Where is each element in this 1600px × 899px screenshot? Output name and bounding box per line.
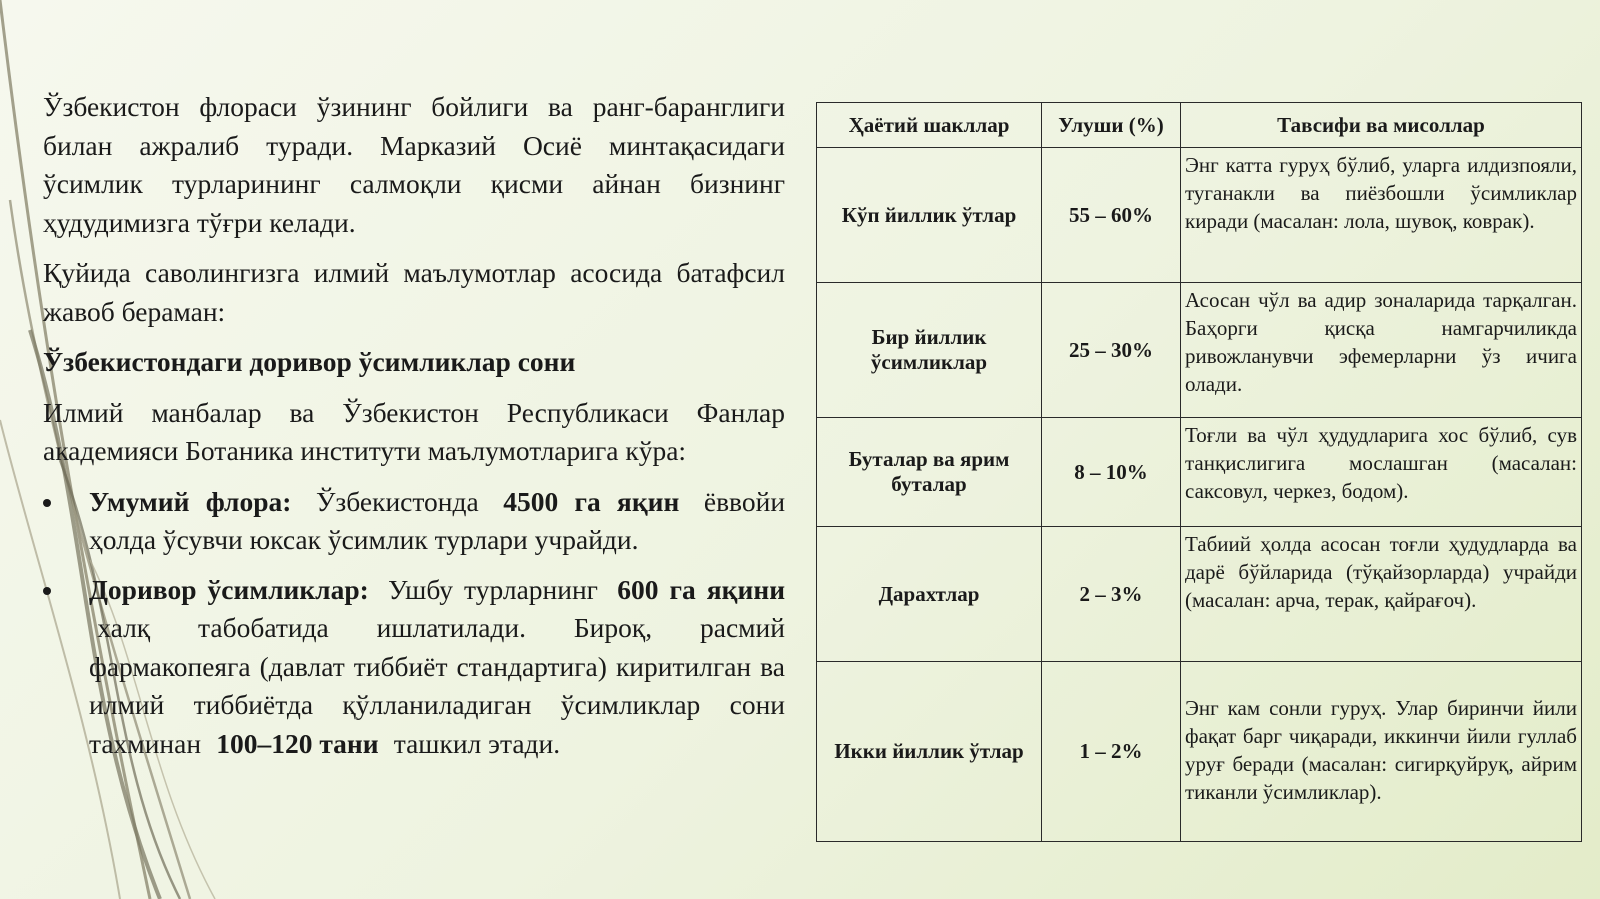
life-forms-table xyxy=(816,102,1582,842)
description-cell: Асосан чўл ва адир зоналарида тарқалган. Баҳорги қисқа намгарчиликда ривожланувчи эфемерларни ўз ичига олади. xyxy=(1181,283,1582,418)
intro-paragraph: Ўзбекистон флораси ўзининг бойлиги ва ранг-баранглиги билан ажралиб туради. Марказий Осиё минтақасидаги ўсимлик турларининг салмоқли қисми айнан бизнинг ҳудудимизга тўғри келади. xyxy=(43,91,785,238)
share-cell: 2 – 3% xyxy=(1042,527,1181,662)
bullet-icon xyxy=(43,499,51,507)
bullet-label: Доривор ўсимликлар: xyxy=(89,573,369,605)
life-form-cell: Буталар ва ярим буталар xyxy=(817,418,1042,527)
life-form-cell: Дарахтлар xyxy=(817,527,1042,662)
intro-paragraph-2: Қуйида саволингизга илмий маълумотлар асосида батафсил жавоб бераман: xyxy=(43,257,785,327)
header-cell: Улуши (%) xyxy=(1042,103,1181,148)
section-heading: Ўзбекистондаги доривор ўсимликлар сони xyxy=(43,346,576,377)
table-row xyxy=(817,418,1582,527)
table-row xyxy=(817,662,1582,842)
share-cell: 25 – 30% xyxy=(1042,283,1181,418)
list-item: Доривор ўсимликлар: Ушбу турларнинг 600 га яқини халқ табобатида ишлатилади. Бироқ, расмий фармакопеяга (давлат тиббиёт стандартига) киритилган ва илмий тиббиётда қўлланиладиган ўсимликлар сони тахминан 100–120 тани ташкил этади. xyxy=(43,571,785,764)
description-cell: Тоғли ва чўл ҳудудларига хос бўлиб, сув танқислигига мослашган (масалан: саксовул, черкез, бодом). xyxy=(1181,418,1582,527)
life-form-cell: Бир йиллик ўсимликлар xyxy=(817,283,1042,418)
header-cell: Ҳаётий шакллар xyxy=(817,103,1042,148)
share-cell: 1 – 2% xyxy=(1042,662,1181,842)
table-row xyxy=(817,527,1582,662)
table-row xyxy=(817,148,1582,283)
share-cell: 55 – 60% xyxy=(1042,148,1181,283)
list-item: Умумий флора: Ўзбекистонда 4500 га яқин ёввойи ҳолда ўсувчи юксак ўсимлик турлари учрайди. xyxy=(43,483,785,560)
source-paragraph: Илмий манбалар ва Ўзбекистон Республикаси Фанлар академияси Ботаника институти маълумотларига кўра: xyxy=(43,396,785,466)
description-cell: Табиий ҳолда асосан тоғли ҳудудларда ва дарё бўйларида (тўқайзорларда) учрайди (масалан: арча, терак, қайрағоч). xyxy=(1181,527,1582,662)
life-form-cell: Кўп йиллик ўтлар xyxy=(817,148,1042,283)
description-cell: Энг кам сонли гуруҳ. Улар биринчи йили фақат барг чиқаради, иккинчи йили гуллаб уруғ беради (масалан: сигирқуйруқ, айрим тиканли ўсимликлар). xyxy=(1181,662,1582,842)
table-row xyxy=(817,283,1582,418)
life-form-cell: Икки йиллик ўтлар xyxy=(817,662,1042,842)
left-text-column xyxy=(43,88,785,774)
description-cell: Энг катта гуруҳ бўлиб, уларга илдизпояли, туганакли ва пиёзбошли ўсимликлар киради (масалан: лола, шувоқ, коврак). xyxy=(1181,148,1582,283)
bullet-icon xyxy=(43,587,51,595)
bullet-label: Умумий флора: xyxy=(89,485,292,517)
table-header-row xyxy=(817,103,1582,148)
header-cell: Тавсифи ва мисоллар xyxy=(1181,103,1582,148)
bullet-list xyxy=(43,483,785,764)
share-cell: 8 – 10% xyxy=(1042,418,1181,527)
